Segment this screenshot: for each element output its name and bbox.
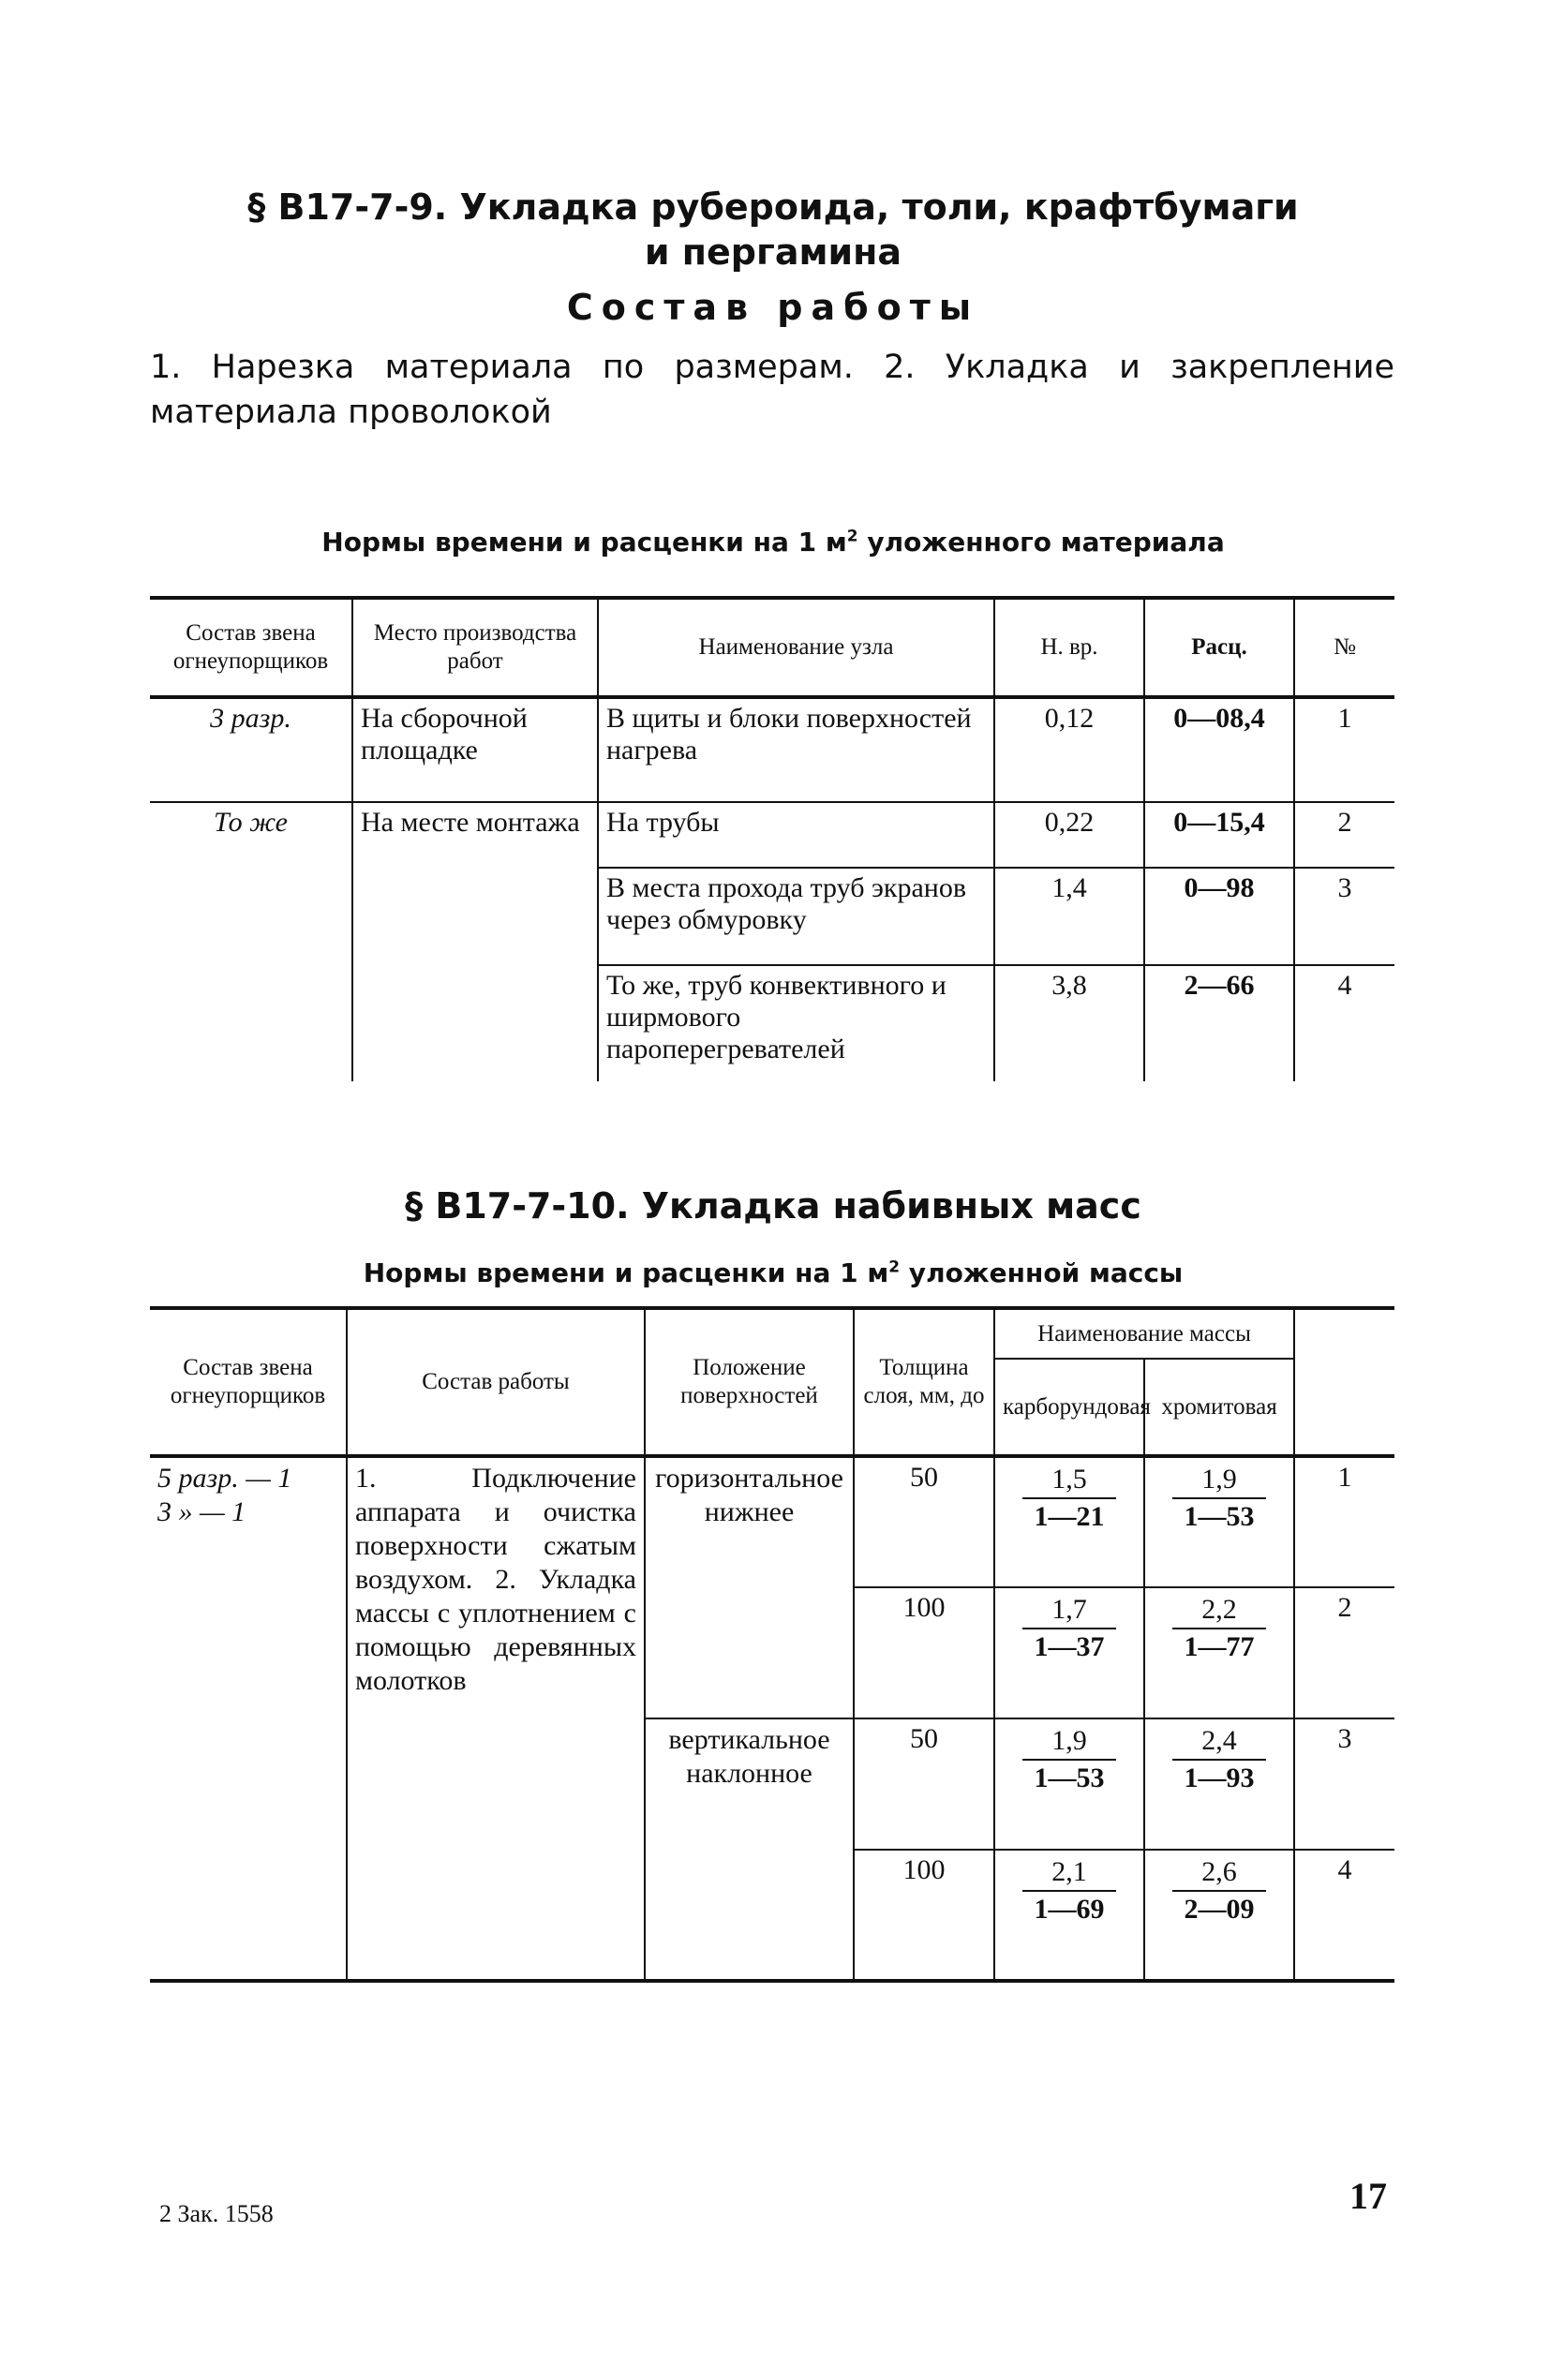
table1-node: То же, труб конвективного и ширмового пароперегревателей [598,965,994,1081]
table1-rate: 0—15,4 [1144,802,1294,868]
table1-time: 1,4 [994,868,1144,965]
table2-caption: Нормы времени и расценки на 1 $м^2$ уложенной массы [363,1257,1184,1288]
table2-header-num [1294,1308,1394,1456]
table2-chromite-cell: $\frac{1,9}{1—53}$ [1144,1456,1294,1587]
table1-time: 3,8 [994,965,1144,1081]
table-row [150,1456,1394,1587]
table2-chromite-cell: $\frac{2,4}{1—93}$ [1144,1718,1294,1850]
table2-num: 1 [1294,1456,1394,1587]
table2-crew: 5 разр. — 1 3 » — 1 [150,1456,347,1981]
table2-position: горизонтальное нижнее [645,1456,854,1718]
table1-rate: 0—98 [1144,868,1294,965]
table-row [150,802,1394,868]
table2-thickness: 100 [854,1850,994,1981]
section-title-line1: § В17-7-9. Укладка рубероида, толи, крафтбумаги [247,186,1299,228]
table1-place: На месте монтажа [352,802,598,1081]
table-row [150,697,1394,802]
table1-header-node: Наименование узла [598,598,994,697]
table2-carbo-cell: $\frac{2,1}{1—69}$ [994,1850,1144,1981]
composition-heading: Состав работы [566,287,980,328]
page-number: 17 [1349,2175,1387,2217]
table2-num: 4 [1294,1850,1394,1981]
table2-carbo-cell: $\frac{1,7}{1—37}$ [994,1587,1144,1718]
table2 [150,1306,1394,1983]
composition-text: 1. Нарезка материала по размерам. 2. Укладка и закрепление материала проволокой [150,349,1394,431]
table1-num: 2 [1294,802,1394,868]
table2-chromite-cell: $\frac{2,6}{2—09}$ [1144,1850,1294,1981]
table2-work: 1. Подключение аппарата и очистка поверхности сжатым воздухом. 2. Укладка массы с уплотнением с помощью деревянных молотков [347,1456,645,1981]
table1-crew: То же [150,802,352,1081]
table1-num: 4 [1337,970,1352,1001]
section2-title: § В17-7-10. Укладка набивных масс [405,1185,1141,1227]
table2-header-carbo: карборундовая [994,1359,1144,1456]
table2-chromite-cell: $\frac{2,2}{1—77}$ [1144,1587,1294,1718]
table1-node: На трубы [598,802,994,868]
table2-header-crew: Состав звена огнеупорщиков [150,1308,347,1456]
section-title-line2: и пергамина [644,231,902,273]
table1-header-time: Н. вр. [994,598,1144,697]
table2-header-mass-name: Наименование массы [994,1308,1294,1359]
table2-thickness: 50 [854,1456,994,1587]
table2-thickness: 100 [854,1587,994,1718]
table1-header-rate: Расц. [1144,598,1294,697]
table2-header-work: Состав работы [347,1308,645,1456]
table1-num: 1 [1294,697,1394,802]
table1-time: 0,12 [994,697,1144,802]
table1-crew: 3 разр. [150,697,352,802]
table1-place: На сборочной площадке [352,697,598,802]
table1-header-place: Место производства работ [352,598,598,697]
table1-rate: 2—66 [1144,965,1294,1081]
table2-thickness: 50 [854,1718,994,1850]
table1-num: 3 [1294,868,1394,965]
table1-node: В места прохода труб экранов через обмуровку [598,868,994,965]
table1-caption: Нормы времени и расценки на 1 $м^2$ уложенного материала [321,527,1225,558]
table1-time: 0,22 [994,802,1144,868]
footer-order-number: 2 Зак. 1558 [159,2200,274,2227]
table2-header-chromite: хромитовая [1144,1359,1294,1456]
table1-node: В щиты и блоки поверхностей нагрева [598,697,994,802]
table2-carbo-cell: $\frac{1,5}{1—21}$ [994,1456,1144,1587]
table2-header-position: Положение поверхностей [645,1308,854,1456]
table2-num: 3 [1294,1718,1394,1850]
table2-num: 2 [1337,1592,1352,1623]
table2-position: вертикальное наклонное [645,1718,854,1981]
table2-carbo-cell: $\frac{1,9}{1—53}$ [994,1718,1144,1850]
table1 [150,596,1394,1081]
table1-header-num: № [1294,598,1394,697]
table1-rate: 0—08,4 [1144,697,1294,802]
table1-header-crew: Состав звена огнеупорщиков [150,598,352,697]
table2-header-thickness: Толщина слоя, мм, до [854,1308,994,1456]
